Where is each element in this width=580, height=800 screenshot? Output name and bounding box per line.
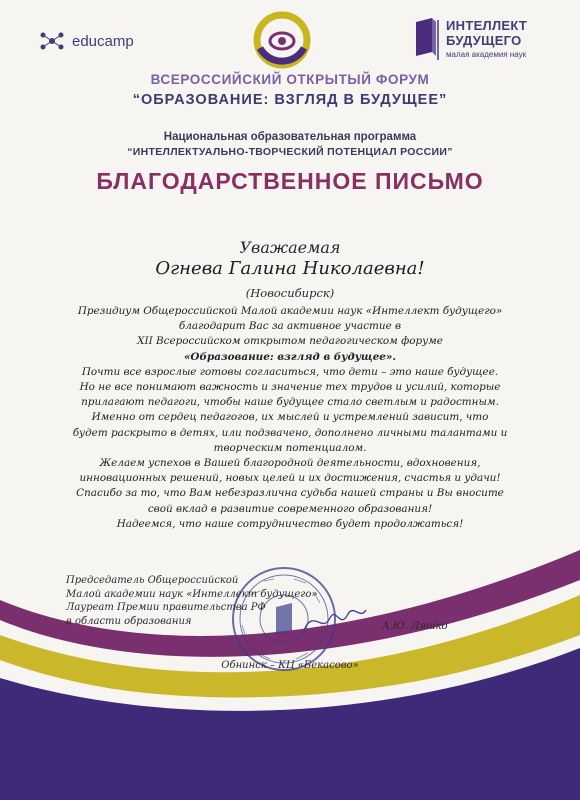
body-line: благодарит Вас за активное участие в <box>178 320 402 333</box>
educamp-icon <box>38 30 66 52</box>
educamp-logo <box>38 30 134 52</box>
forum-title-line-1: ВСЕРОССИЙСКИЙ ОТКРЫТЫЙ ФОРУМ <box>150 72 430 87</box>
body-line: XII Всероссийском открытом педагогическом форуме <box>137 335 443 348</box>
logo-line-1: ИНТЕЛЛЕКТ <box>446 18 528 33</box>
body-line: творческим потенциалом. <box>213 441 367 454</box>
book-icon <box>410 16 440 60</box>
logo-line-2: БУДУЩЕГО <box>446 33 522 48</box>
letter-body <box>66 304 514 532</box>
signatory-line: Малой академии наук «Интеллект будущего» <box>66 588 318 600</box>
educamp-label: educamp <box>72 32 134 50</box>
signatory-line: Лауреат Премии правительства РФ <box>66 602 266 613</box>
logo-line-3: малая академия наук <box>446 50 527 59</box>
intellect-future-logo <box>410 14 560 66</box>
body-line: Желаем успехов в Вашей благородной деятельности, вдохновения, <box>99 457 481 470</box>
program-line-1: Национальная образовательная программа <box>163 131 417 143</box>
body-line: «Образование: взгляд в будущее». <box>183 350 397 363</box>
signatory-line: Председатель Общероссийской <box>66 575 239 586</box>
signatory-block <box>66 574 317 628</box>
body-line: Президиум Общероссийской Малой академии наук «Интеллект будущего» <box>77 305 503 317</box>
body-line: Надеемся, что наше сотрудничество будет продолжаться! <box>116 517 464 530</box>
forum-title-line-2: “ОБРАЗОВАНИЕ: ВЗГЛЯД В БУДУЩЕЕ” <box>132 92 448 108</box>
place-of-issue: Обнинск – КЦ «Бекасово» <box>221 660 359 671</box>
greeting: Уважаемая <box>239 238 341 257</box>
body-line: Почти все взрослые готовы согласиться, что дети – это наше будущее. <box>81 365 499 378</box>
body-line: Но не все понимают важность и значение тех трудов и усилий, которые <box>79 381 501 394</box>
forum-emblem-icon <box>250 8 314 72</box>
signatory-line: в области образования <box>66 615 192 627</box>
body-line: Спасибо за то, что Вам небезразлична судьба нашей страны и Вы вносите <box>76 487 504 500</box>
program-line-2: “ИНТЕЛЛЕКТУАЛЬНО-ТВОРЧЕСКИЙ ПОТЕНЦИАЛ РОССИИ” <box>127 146 453 158</box>
body-line: будет раскрыто в детях, или подзвачено, дополнено личными талантами и <box>72 426 508 439</box>
body-line: инновационных решений, новых целей и их достижения, счастья и удачи! <box>79 472 501 485</box>
body-line: прилагают педагоги, чтобы наше будущее стало светлым и радостным. <box>81 396 499 409</box>
body-line: Именно от сердец педагогов, их мыслей и устремлений зависит, что <box>91 411 489 424</box>
recipient-name: Огнева Галина Николаевна! <box>155 258 425 279</box>
signatory-name: А.Ю. Ляшко <box>382 621 448 632</box>
body-line: свой вклад в развитие современного образования! <box>147 502 433 515</box>
recipient-city: (Новосибирск) <box>245 286 335 300</box>
document-title: БЛАГОДАРСТВЕННОЕ ПИСЬМО <box>96 168 484 194</box>
